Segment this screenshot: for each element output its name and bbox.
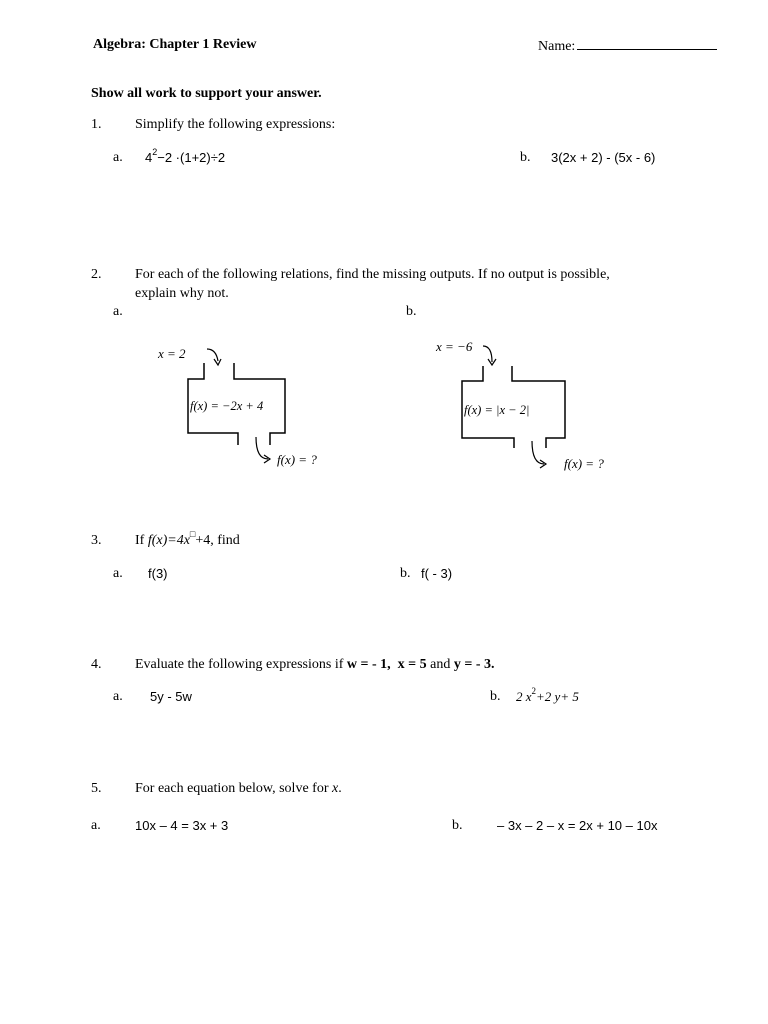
q4-number: 4. xyxy=(91,657,102,672)
function-machine-a xyxy=(150,335,350,475)
q5b-label: b. xyxy=(452,818,463,833)
q1a-label: a. xyxy=(113,150,123,165)
q1a-exponent: 2 xyxy=(152,147,158,157)
worksheet-title: Algebra: Chapter 1 Review xyxy=(93,37,257,52)
q3-prompt-function: f(x)=4x xyxy=(147,533,190,548)
machine-a-rule: f(x) = −2x + 4 xyxy=(190,399,264,413)
q4b-label: b. xyxy=(490,689,501,704)
q2-prompt-line2: explain why not. xyxy=(135,286,229,301)
q4-w-value: w = - 1, xyxy=(346,657,391,672)
machine-a-input: x = 2 xyxy=(158,346,186,361)
q1a-rest: −2 ·(1+2)÷2 xyxy=(157,150,226,165)
machine-a-input-arrow xyxy=(207,349,218,361)
name-field[interactable] xyxy=(538,37,717,55)
q3-prompt-box: □ xyxy=(189,529,196,539)
function-machine-b xyxy=(428,328,648,478)
q5-prompt-post: . xyxy=(338,781,342,796)
q4-and: and xyxy=(426,657,454,672)
q5a-label: a. xyxy=(91,818,101,833)
q2-number: 2. xyxy=(91,267,102,282)
instructions: Show all work to support your answer. xyxy=(91,86,322,101)
q3-prompt-if: If xyxy=(135,533,145,548)
q1-number: 1. xyxy=(91,117,102,132)
q1b-label: b. xyxy=(520,150,531,165)
q1-prompt: Simplify the following expressions: xyxy=(135,117,336,132)
q4a-label: a. xyxy=(113,689,123,704)
q1b-expression: 3(2x + 2) - (5x - 6) xyxy=(551,150,656,165)
q5-prompt-var: x xyxy=(331,781,339,796)
q4b-rest: +2 y+ 5 xyxy=(536,689,579,704)
q4-prompt xyxy=(135,657,495,673)
q3a-label: a. xyxy=(113,566,123,581)
q3a-expression: f(3) xyxy=(148,566,168,581)
q4-y-value: y = - 3. xyxy=(453,657,495,672)
q4a-expression: 5y - 5w xyxy=(150,689,192,704)
q1a-expression xyxy=(145,147,226,165)
q2-prompt-line1: For each of the following relations, find the missing outputs. If no output is possible, xyxy=(135,267,610,282)
q2b-label: b. xyxy=(406,304,417,319)
q5-prompt-pre: For each equation below, solve for xyxy=(135,781,332,796)
q5a-expression: 10x – 4 = 3x + 3 xyxy=(135,818,229,833)
machine-b-input-arrow xyxy=(483,346,492,362)
q2a-label: a. xyxy=(113,304,123,319)
q3-number: 3. xyxy=(91,533,102,548)
q3b-label: b. xyxy=(400,566,411,581)
name-blank-line[interactable] xyxy=(577,37,717,50)
machine-a-output-arrow xyxy=(256,437,268,459)
q1a-base: 4 xyxy=(145,150,153,165)
q4b-base: 2 x xyxy=(516,689,532,704)
q3-prompt xyxy=(135,529,240,549)
q5b-expression: – 3x – 2 – x = 2x + 10 – 10x xyxy=(497,818,658,833)
name-label: Name: xyxy=(538,39,576,54)
q3b-expression: f( - 3) xyxy=(421,566,453,581)
q4-x-value: x = 5 xyxy=(397,657,427,672)
q4-prompt-pre: Evaluate the following expressions if xyxy=(135,657,347,672)
machine-a-output: f(x) = ? xyxy=(277,452,317,467)
q5-number: 5. xyxy=(91,781,102,796)
machine-b-output-arrow xyxy=(532,441,544,464)
q4b-expression xyxy=(516,686,579,705)
machine-b-input: x = −6 xyxy=(436,339,473,354)
machine-b-rule: f(x) = |x − 2| xyxy=(464,403,530,417)
machine-b-output: f(x) = ? xyxy=(564,456,604,471)
q5-prompt xyxy=(135,781,342,797)
q4b-exponent: 2 xyxy=(531,686,537,696)
q3-prompt-rest: +4, find xyxy=(195,533,240,548)
